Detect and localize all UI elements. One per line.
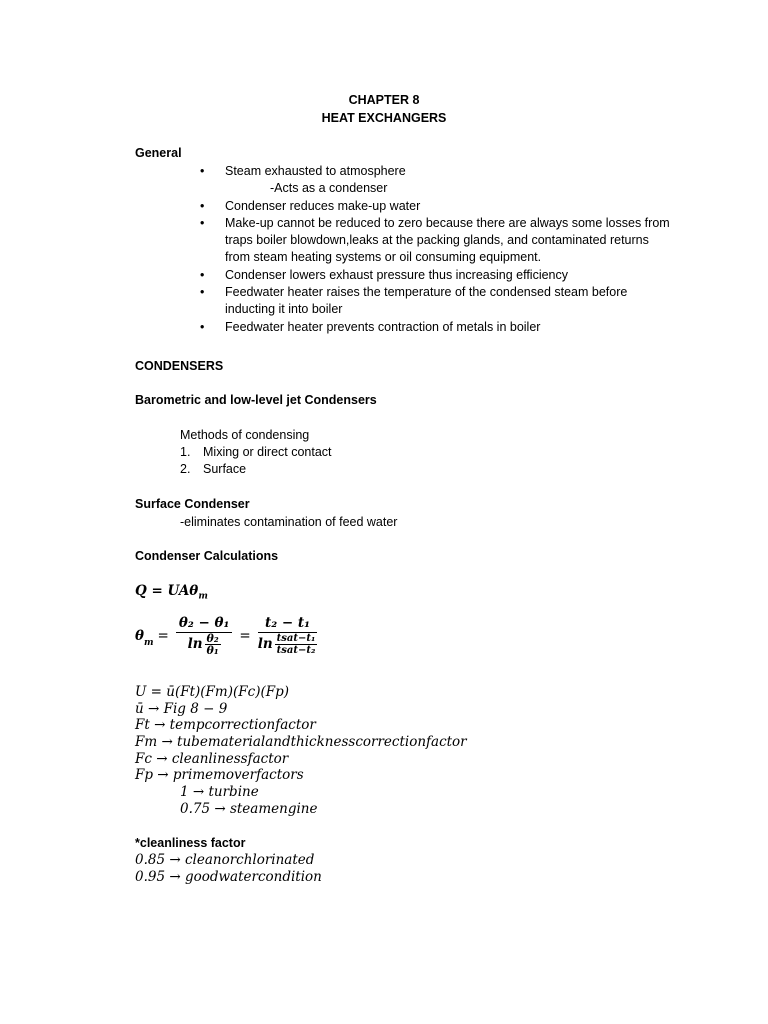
- cleanliness-line: 0.95 → goodwatercondition: [135, 869, 322, 885]
- chapter-title: HEAT EXCHANGERS: [321, 111, 447, 125]
- factor-line: U = ū(Ft)(Fm)(Fc)(Fp): [135, 684, 289, 700]
- sub-note: -Acts as a condenser: [270, 181, 388, 196]
- lmtd-fraction-theta: θ₂ − θ₁ ln $\frac{\text{θ₂}}{\text{θ₁}}$: [176, 615, 233, 656]
- list-item: • Feedwater heater prevents contraction of metals in boiler: [200, 319, 680, 336]
- method-item: 1. Mixing or direct contact: [180, 445, 332, 459]
- general-heading: General: [135, 146, 182, 160]
- bullet-icon: •: [200, 267, 205, 282]
- factor-line: Fp → primemoverfactors: [135, 767, 304, 783]
- prime-mover-line: 0.75 → steamengine: [180, 801, 318, 817]
- surface-condenser-note: -eliminates contamination of feed water: [180, 515, 398, 529]
- bullet-icon: •: [200, 215, 205, 230]
- bullet-icon: •: [200, 164, 205, 178]
- heat-transfer-equation: Q = UAθ$_m$: [135, 583, 208, 602]
- cleanliness-line: 0.85 → cleanorchlorinated: [135, 852, 315, 868]
- factor-line: ū → Fig 8 − 9: [135, 701, 228, 717]
- barometric-heading: Barometric and low-level jet Condensers: [135, 393, 377, 407]
- list-item: • Condenser lowers exhaust pressure thus increasing efficiency: [200, 267, 680, 284]
- lmtd-fraction-temp: t₂ − t₁ ln $\frac{\text{tsat−t₁}}{\text{tsat−t₂}}$: [257, 615, 316, 656]
- calculations-heading: Condenser Calculations: [135, 549, 279, 563]
- condensers-heading: CONDENSERS: [135, 359, 224, 373]
- cleanliness-heading: *cleanliness factor: [135, 836, 246, 850]
- factor-line: Fc → cleanlinessfactor: [135, 751, 289, 767]
- prime-mover-line: 1 → turbine: [180, 784, 259, 800]
- lmtd-equation: θ $_m$ = θ₂ − θ₁ ln $\frac{\text{θ₂}}{\text{θ₁}}$ = t₂ − t₁ ln $\frac{\text{tsat−t₁}}{\text{tsat−t₂}}$: [135, 615, 316, 657]
- list-item: • Feedwater heater raises the temperature of the condensed steam before inducting it into boiler: [200, 285, 628, 317]
- list-item: • Make-up cannot be reduced to zero because there are always some losses from traps boiler blowdown,leaks at the packing glands, and contaminated returns from steam heating systems or oil consuming equipment.: [200, 215, 670, 265]
- factor-line: Fm → tubematerialandthicknesscorrectionfactor: [135, 734, 467, 750]
- surface-condenser-heading: Surface Condenser: [135, 497, 250, 511]
- bullet-icon: •: [200, 285, 205, 300]
- general-bullet-list: [200, 163, 680, 336]
- list-item: • Steam exhausted to atmosphere -Acts as a condenser: [200, 163, 680, 198]
- chapter-number: CHAPTER 8: [348, 93, 420, 107]
- list-item: • Condenser reduces make-up water: [200, 198, 680, 215]
- factor-line: Ft → tempcorrectionfactor: [135, 717, 316, 733]
- bullet-icon: •: [200, 319, 205, 334]
- method-item: 2. Surface: [180, 462, 247, 476]
- methods-label: Methods of condensing: [180, 428, 310, 442]
- bullet-icon: •: [200, 198, 205, 213]
